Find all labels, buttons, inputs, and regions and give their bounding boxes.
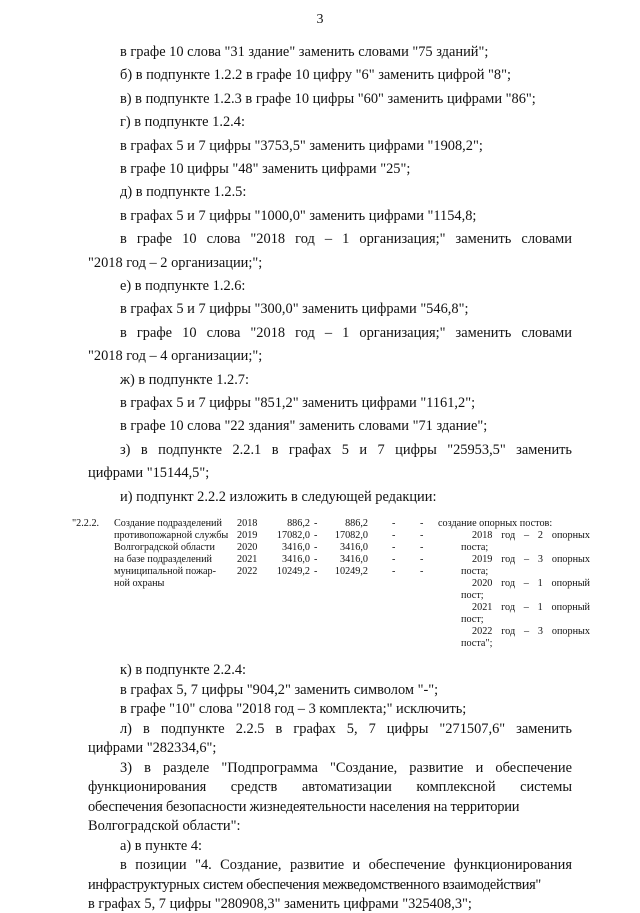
table-regional: 3416,0 — [339, 554, 368, 565]
text-line: в графах 5 и 7 цифры "300,0" заменить цифрами "546,8"; — [120, 301, 469, 318]
table-result-line: поста; — [461, 542, 489, 553]
table-name-line: ной охраны — [114, 578, 165, 589]
text-line: 3) в разделе "Подпрограмма "Создание, развитие и обеспечение — [120, 759, 572, 776]
table-total: 17082,0 — [276, 530, 310, 541]
table-total: 3416,0 — [281, 542, 310, 553]
table-dash: - — [314, 554, 318, 565]
table-dash: - — [314, 530, 318, 541]
table-year: 2018 — [237, 518, 258, 529]
text-line: з) в подпункте 2.2.1 в графах 5 и 7 цифры "25953,5" заменить — [120, 441, 572, 458]
text-line: и) подпункт 2.2.2 изложить в следующей редакции: — [120, 488, 437, 505]
text-line: д) в подпункте 1.2.5: — [120, 184, 247, 201]
text-line: "2018 год – 4 организации;"; — [88, 348, 263, 365]
table-name-line: Создание подразделений — [114, 518, 222, 529]
table-dash: - — [420, 518, 424, 529]
table-result-line: 2020 год – 1 опорный — [472, 578, 590, 589]
text-line: л) в подпункте 2.2.5 в графах 5, 7 цифры "271507,6" заменить — [120, 720, 572, 737]
table-name-line: Волгоградской области — [114, 542, 215, 553]
table-dash: - — [314, 566, 318, 577]
text-line: цифрами "282334,6"; — [88, 740, 217, 756]
text-line: б) в подпункте 1.2.2 в графе 10 цифру "6" заменить цифрой "8"; — [120, 67, 511, 84]
text-line: функционирования средств автоматизации комплексной системы — [88, 779, 572, 795]
text-line: в графе 10 цифры "48" заменить цифрами "25"; — [120, 161, 411, 177]
text-line: ж) в подпункте 1.2.7: — [120, 371, 249, 388]
text-line: в) в подпункте 1.2.3 в графе 10 цифры "60" заменить цифрами "86"; — [120, 90, 536, 107]
table-year: 2021 — [237, 554, 258, 565]
table-result-line: 2019 год – 3 опорных — [472, 554, 590, 565]
text-line: е) в подпункте 1.2.6: — [120, 278, 246, 294]
text-line: в графе 10 слова "31 здание" заменить словами "75 зданий"; — [120, 44, 489, 60]
text-line: в графе 10 слова "2018 год – 1 организация;" заменить словами — [120, 324, 572, 341]
text-line: Волгоградской области": — [88, 818, 241, 834]
table-dash: - — [314, 542, 318, 553]
text-line: в графах 5 и 7 цифры "3753,5" заменить цифрами "1908,2"; — [120, 137, 483, 154]
text-line: в графе 10 слова "22 здания" заменить словами "71 здание"; — [120, 418, 488, 435]
text-line: к) в подпункте 2.2.4: — [120, 662, 247, 678]
text-line: в графе 10 слова "2018 год – 1 организация;" заменить словами — [120, 231, 572, 248]
table-dash: - — [392, 518, 396, 529]
text-line: в графах 5, 7 цифры "280908,3" заменить цифрами "325408,3"; — [88, 896, 472, 912]
text-line: г) в подпункте 1.2.4: — [120, 114, 245, 131]
table-dash: - — [392, 542, 396, 553]
table-result-line: 2021 год – 1 опорный — [472, 602, 590, 613]
table-regional: 10249,2 — [334, 566, 368, 577]
table-dash: - — [420, 530, 424, 541]
table-year: 2019 — [237, 530, 258, 541]
table-regional: 3416,0 — [339, 542, 368, 553]
table-dash: - — [420, 566, 424, 577]
table-name-line: муниципальной пожар- — [114, 566, 217, 577]
table-year: 2020 — [237, 542, 258, 553]
table-dash: - — [392, 554, 396, 565]
table-total: 10249,2 — [276, 566, 310, 577]
table-result-line: поста"; — [461, 638, 493, 649]
text-line: в графах 5 и 7 цифры "1000,0" заменить цифрами "1154,8; — [120, 207, 477, 224]
text-line: в графе "10" слова "2018 год – 3 комплекта;" исключить; — [120, 701, 467, 717]
text-line: цифрами "15144,5"; — [88, 465, 210, 482]
text-line: а) в пункте 4: — [120, 837, 203, 854]
text-line: в графах 5 и 7 цифры "851,2" заменить цифрами "1161,2"; — [120, 395, 476, 411]
table-regional: 17082,0 — [334, 530, 368, 541]
text-line: в позиции "4. Создание, развитие и обеспечение функционирования — [120, 857, 572, 873]
table-item-number: "2.2.2. — [72, 518, 100, 529]
text-line: обеспечения безопасности жизнедеятельности населения на территории — [88, 798, 520, 815]
table-result-line: поста; — [461, 566, 489, 577]
text-line: "2018 год – 2 организации;"; — [88, 254, 263, 271]
table-result-line: создание опорных постов: — [438, 518, 553, 529]
table-result-line: 2018 год – 2 опорных — [472, 530, 590, 541]
table-total: 886,2 — [287, 518, 310, 529]
table-dash: - — [420, 554, 424, 565]
text-line: в графах 5, 7 цифры "904,2" заменить символом "-"; — [120, 681, 439, 698]
table-year: 2022 — [237, 566, 258, 577]
table-total: 3416,0 — [281, 554, 310, 565]
table-dash: - — [392, 530, 396, 541]
table-dash: - — [392, 566, 396, 577]
table-dash: - — [314, 518, 318, 529]
table-name-line: противопожарной службы — [114, 530, 229, 541]
table-regional: 886,2 — [345, 518, 368, 529]
table-name-line: на базе подразделений — [114, 554, 212, 565]
table-result-line: пост; — [461, 590, 484, 601]
table-result-line: 2022 год – 3 опорных — [472, 626, 590, 637]
table-dash: - — [420, 542, 424, 553]
page-number: 3 — [316, 12, 324, 27]
table-result-line: пост; — [461, 614, 484, 625]
text-line: инфраструктурных систем обеспечения межведомственного взаимодействия" — [88, 876, 541, 893]
